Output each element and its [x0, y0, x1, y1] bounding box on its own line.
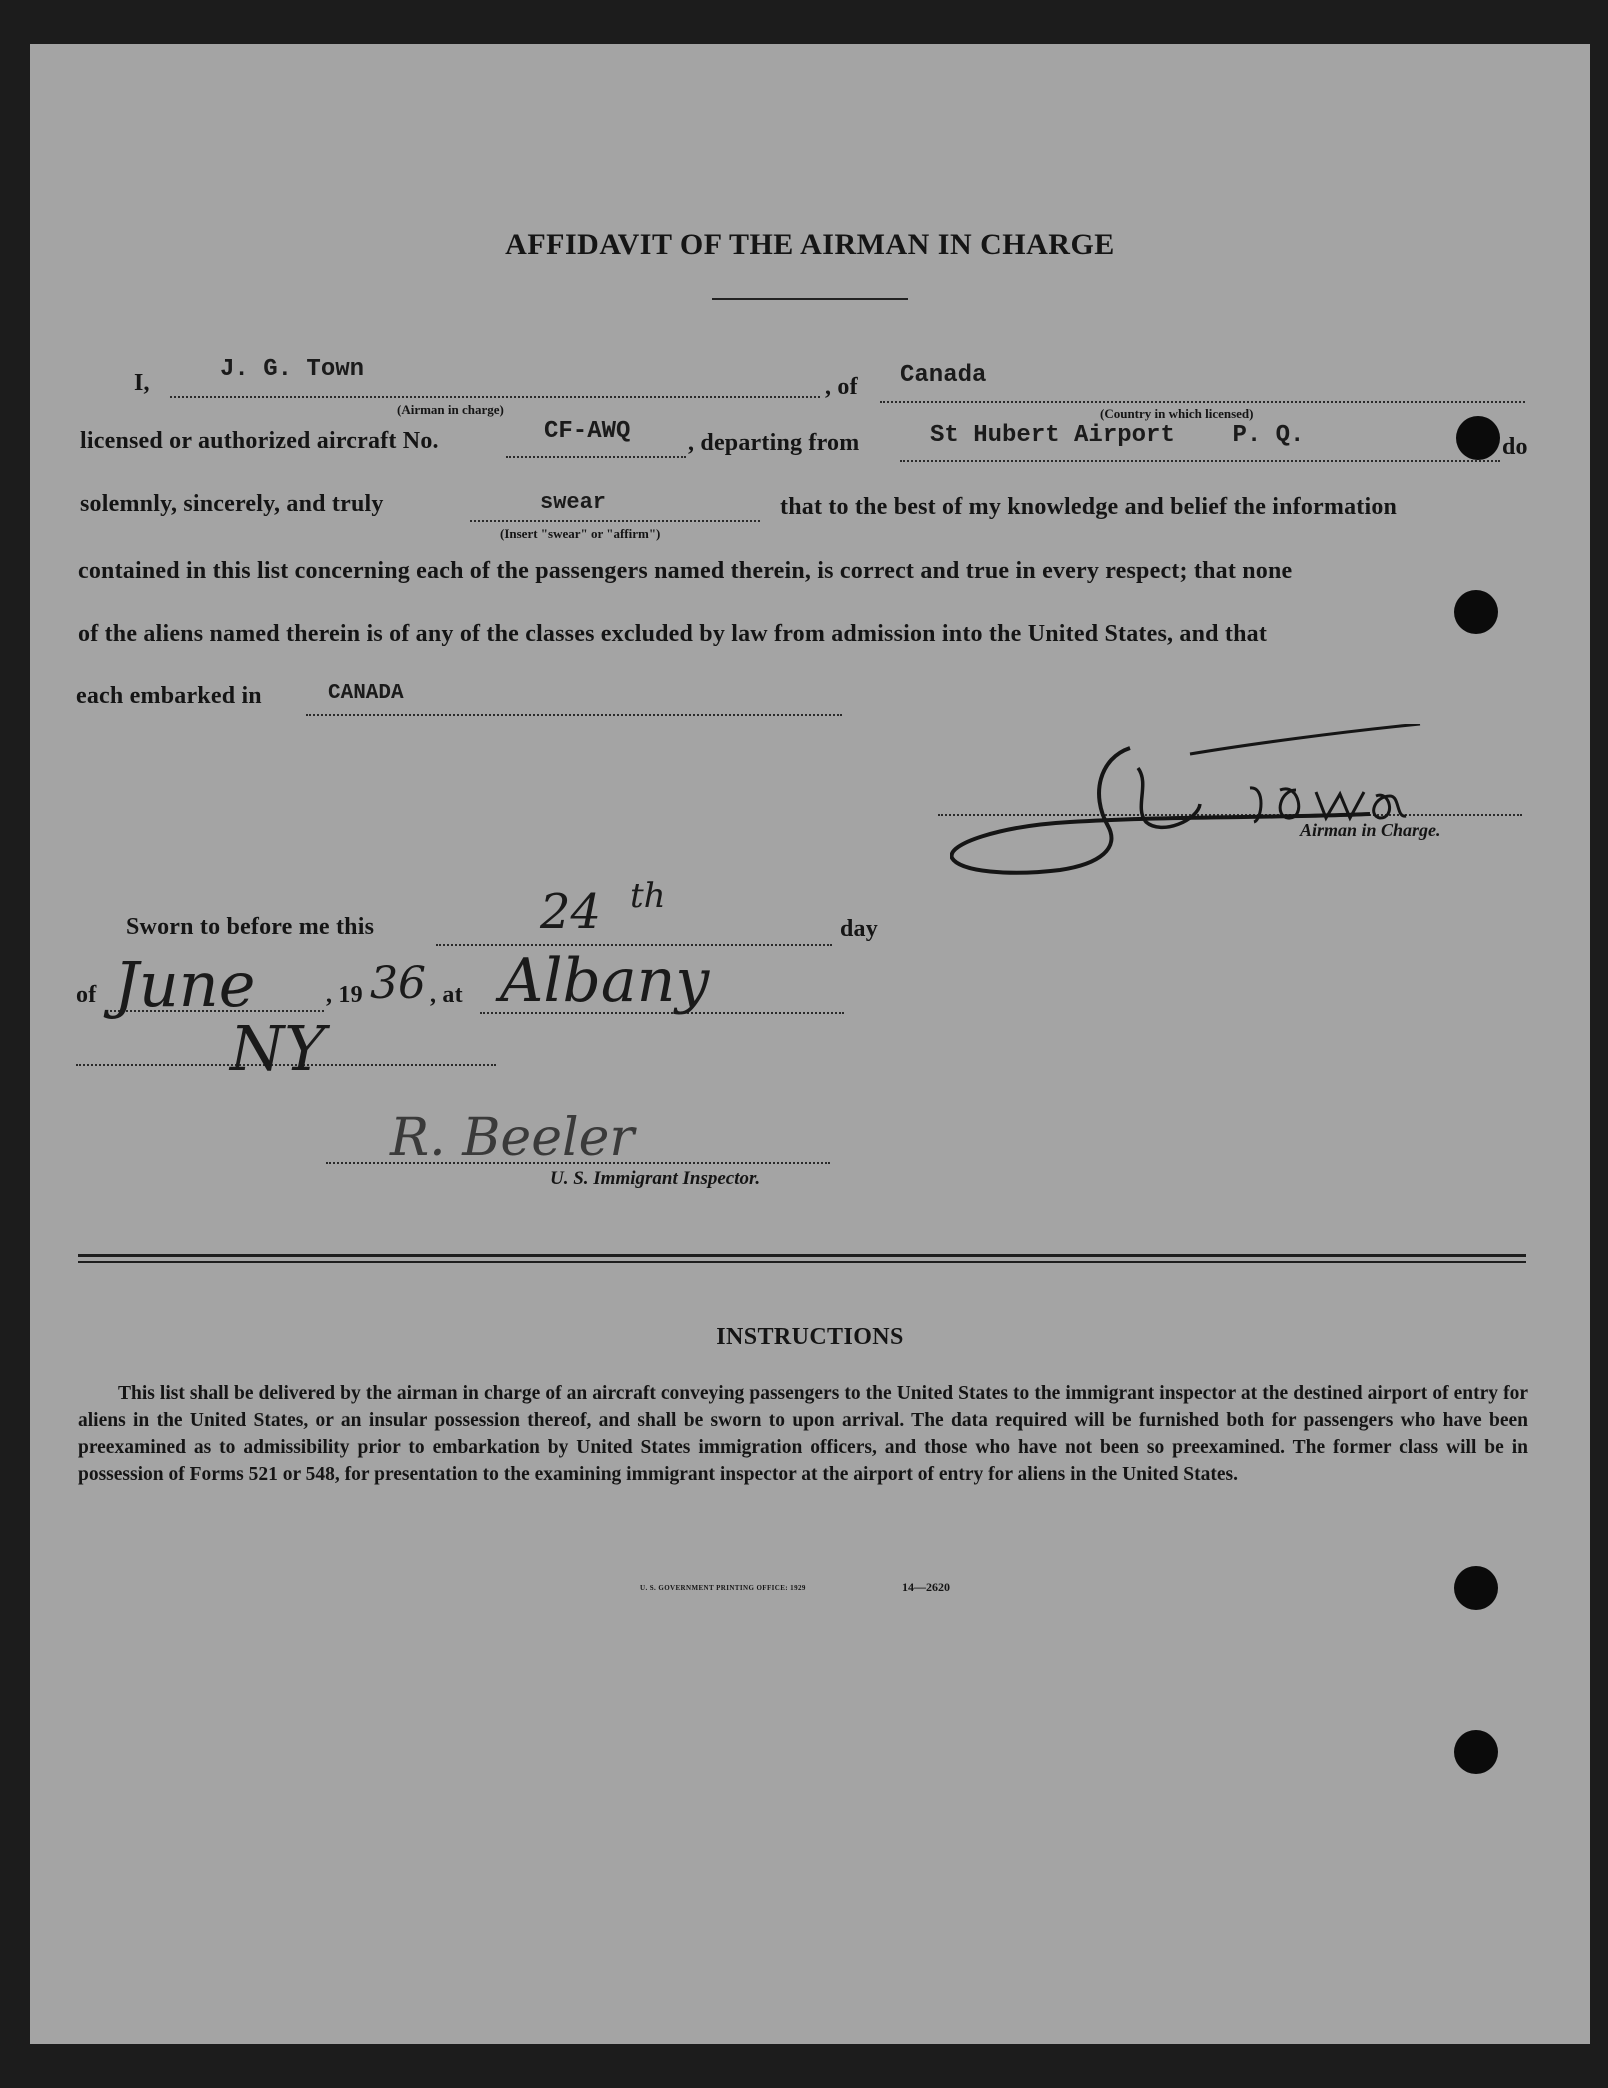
aircraft-no-value: CF-AWQ	[544, 418, 631, 445]
airman-signature	[950, 724, 1510, 904]
sworn-at-label: , at	[430, 982, 463, 1008]
sworn-of-label: of	[76, 982, 97, 1008]
title-underline	[712, 298, 908, 300]
sworn-year-suffix: 36	[370, 958, 426, 1009]
oath-caption: (Insert "swear" or "affirm")	[500, 526, 661, 541]
instructions-text: This list shall be delivered by the airman in charge of an aircraft conveying passengers to the United States to the immigrant inspector at the destined airport of entry for aliens in the United States, or an insular possession thereof, and shall be sworn to upon arrival. The data required will be furnished both for passengers who have been preexamined as to admissibility prior to embarkation by United States immigration officers, and those who have not been so preexamined. The former class will be in possession of Forms 521 or 548, for presentation to the examining immigrant inspector at the airport of entry for aliens in the United States.	[78, 1383, 1528, 1485]
printing-office-note: U. S. GOVERNMENT PRINTING OFFICE: 1929	[640, 1584, 806, 1592]
form-number: 14—2620	[902, 1580, 950, 1594]
airman-caption: (Airman in charge)	[397, 402, 504, 417]
section-divider	[78, 1254, 1526, 1263]
country-line	[880, 401, 1525, 403]
sworn-prefix: Sworn to before me this	[126, 914, 375, 940]
sworn-day-suffix: th	[630, 876, 666, 916]
embarked-line	[306, 714, 842, 716]
oath-line	[470, 520, 760, 522]
sworn-place-value: Albany	[500, 946, 710, 1016]
aircraft-no-line	[506, 456, 686, 458]
punch-hole	[1456, 416, 1500, 460]
line6-prefix: each embarked in	[76, 683, 262, 709]
document-page	[30, 44, 1590, 2044]
sworn-year-prefix: , 19	[326, 982, 363, 1008]
inspector-caption: U. S. Immigrant Inspector.	[550, 1168, 761, 1189]
departure-line	[900, 460, 1500, 462]
line3-suffix: that to the best of my knowledge and belief the information	[780, 494, 1398, 520]
sworn-month-value: June	[114, 948, 256, 1021]
sworn-day-value: 24	[540, 884, 602, 940]
country-value: Canada	[900, 362, 987, 389]
departure-value: St Hubert Airport P. Q.	[930, 422, 1305, 449]
line2-suffix: do	[1502, 434, 1528, 460]
sworn-state-value: NY	[230, 1012, 326, 1085]
airman-name-value: J. G. Town	[220, 356, 365, 383]
line2-prefix: licensed or authorized aircraft No.	[80, 428, 439, 454]
oath-value: swear	[540, 490, 607, 515]
inspector-signature: R. Beeler	[390, 1108, 635, 1168]
of-label: , of	[825, 374, 858, 400]
embarked-value: CANADA	[328, 682, 404, 705]
i-label: I,	[134, 370, 150, 396]
airman-signature-caption: Airman in Charge.	[1300, 820, 1441, 840]
instructions-heading: INSTRUCTIONS	[716, 1324, 904, 1350]
punch-hole	[1454, 1730, 1498, 1774]
line3-prefix: solemnly, sincerely, and truly	[80, 491, 384, 517]
line4: contained in this list concerning each of the passengers named therein, is correct and true in every respect; that none	[78, 558, 1293, 584]
punch-hole	[1454, 590, 1498, 634]
document-title: AFFIDAVIT OF THE AIRMAN IN CHARGE	[505, 228, 1115, 261]
sworn-day-label: day	[840, 916, 878, 942]
airman-name-line	[170, 396, 820, 398]
line5: of the aliens named therein is of any of the classes excluded by law from admission into the United States, and that	[78, 621, 1268, 647]
punch-hole	[1454, 1566, 1498, 1610]
country-caption: (Country in which licensed)	[1100, 406, 1254, 421]
line2-mid: , departing from	[688, 430, 860, 456]
